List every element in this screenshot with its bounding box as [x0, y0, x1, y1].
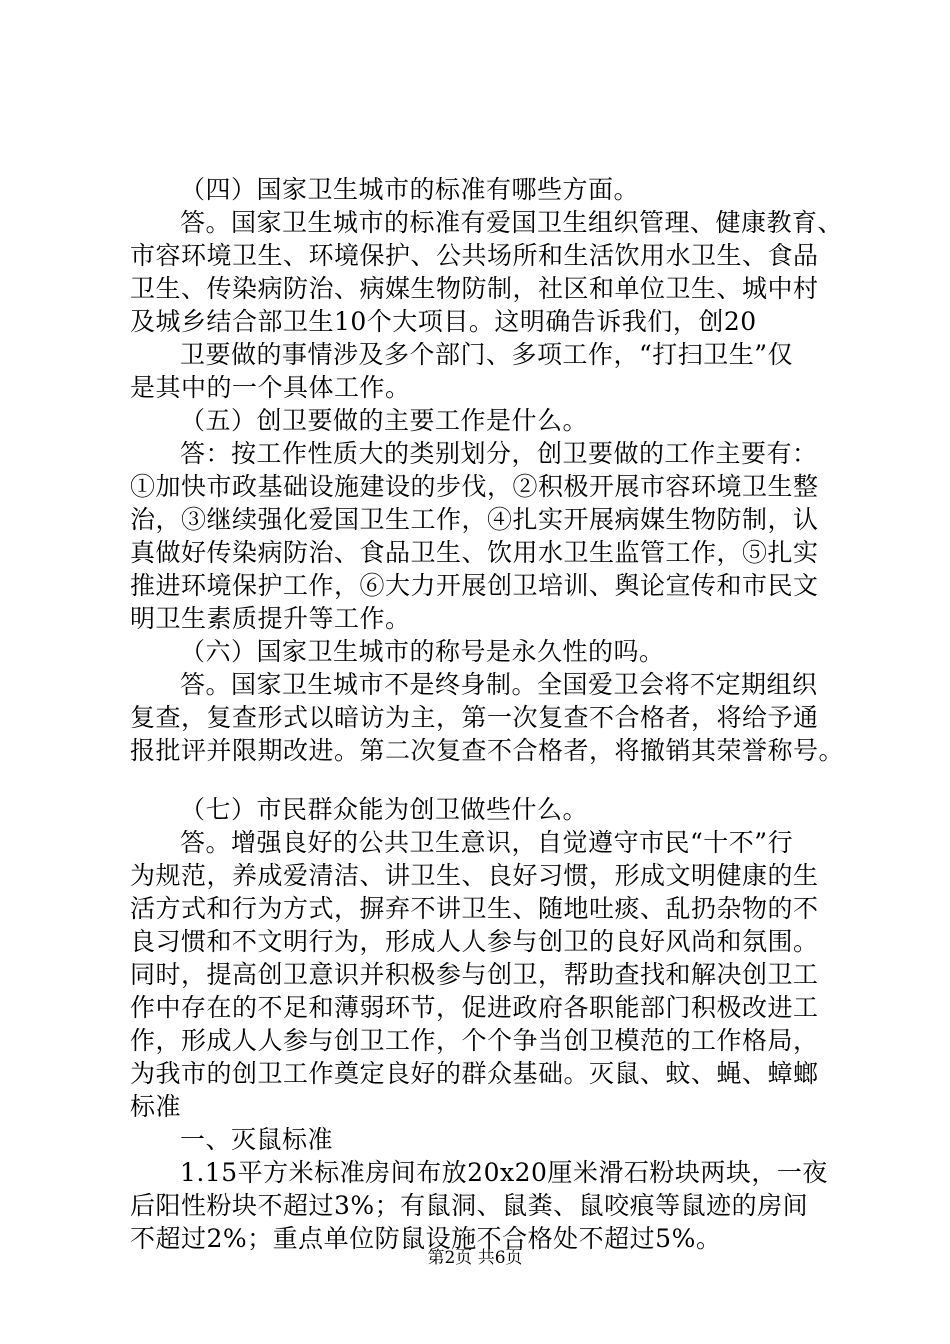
heading-six: （六）国家卫生城市的称号是永久性的吗。 [180, 637, 665, 666]
paragraph-line: 明卫生素质提升等工作。 [130, 604, 411, 633]
paragraph-line: 卫生、传染病防治、病媒生物防制，社区和单位卫生、城中村 [130, 274, 819, 303]
paragraph-line: 活方式和行为方式，摒弃不讲卫生、随地吐痰、乱扔杂物的不 [130, 894, 819, 923]
paragraph-line: 答：按工作性质大的类别划分，创卫要做的工作主要有： [180, 439, 818, 468]
heading-four: （四）国家卫生城市的标准有哪些方面。 [180, 175, 640, 204]
paragraph-line: 治，③继续强化爱国卫生工作，④扎实开展病媒生物防制，认 [130, 505, 819, 534]
paragraph-line: 同时，提高创卫意识并积极参与创卫，帮助查找和解决创卫工 [130, 960, 819, 989]
paragraph-line: 作中存在的不足和薄弱环节，促进政府各职能部门积极改进工 [130, 993, 819, 1022]
paragraph-line: 作，形成人人参与创卫工作，个个争当创卫模范的工作格局， [130, 1026, 819, 1055]
paragraph-line: ①加快市政基础设施建设的步伐，②积极开展市容环境卫生整 [130, 472, 819, 501]
paragraph-line: 答。增强良好的公共卫生意识，自觉遵守市民“十不”行 [180, 828, 794, 857]
paragraph-line: 为我市的创卫工作奠定良好的群众基础。灭鼠、蚊、蝇、蟑螂 [130, 1059, 819, 1088]
paragraph-line: 后阳性粉块不超过3%；有鼠洞、鼠粪、鼠咬痕等鼠迹的房间 [130, 1191, 809, 1220]
paragraph-line: 为规范，养成爱清洁、讲卫生、良好习惯，形成文明健康的生 [130, 861, 819, 890]
paragraph-line: 答。国家卫生城市不是终身制。全国爱卫会将不定期组织 [180, 670, 818, 699]
paragraph-line: 不超过2%；重点单位防鼠设施不合格处不超过5%。 [130, 1224, 722, 1253]
paragraph-line: 答。国家卫生城市的标准有爱国卫生组织管理、健康教育、 [180, 208, 844, 237]
heading-seven: （七）市民群众能为创卫做些什么。 [180, 795, 589, 824]
paragraph-line: 推进环境保护工作，⑥大力开展创卫培训、舆论宣传和市民文 [130, 571, 819, 600]
paragraph-line: 真做好传染病防治、食品卫生、饮用水卫生监管工作，⑤扎实 [130, 538, 819, 567]
paragraph-line: 市容环境卫生、环境保护、公共场所和生活饮用水卫生、食品 [130, 241, 819, 270]
paragraph-line: 标准 [130, 1092, 182, 1121]
paragraph-line: 1.15平方米标准房间布放20x20厘米滑石粉块两块，一夜 [180, 1158, 828, 1187]
paragraph-line: 良习惯和不文明行为，形成人人参与创卫的良好风尚和氛围。 [130, 927, 819, 956]
paragraph-line: 及城乡结合部卫生10个大项目。这明确告诉我们，创20 [130, 307, 757, 336]
paragraph-line: 卫要做的事情涉及多个部门、多项工作，“打扫卫生”仅 [180, 340, 794, 369]
page-footer: 第2页 共6页 [427, 1248, 523, 1268]
paragraph-line: 是其中的一个具体工作。 [130, 373, 411, 402]
section-heading: 一、灭鼠标准 [180, 1125, 334, 1154]
heading-five: （五）创卫要做的主要工作是什么。 [180, 406, 589, 435]
paragraph-line: 报批评并限期改进。第二次复查不合格者，将撤销其荣誉称号。 [130, 736, 845, 765]
paragraph-line: 复查，复查形式以暗访为主，第一次复查不合格者，将给予通 [130, 703, 819, 732]
